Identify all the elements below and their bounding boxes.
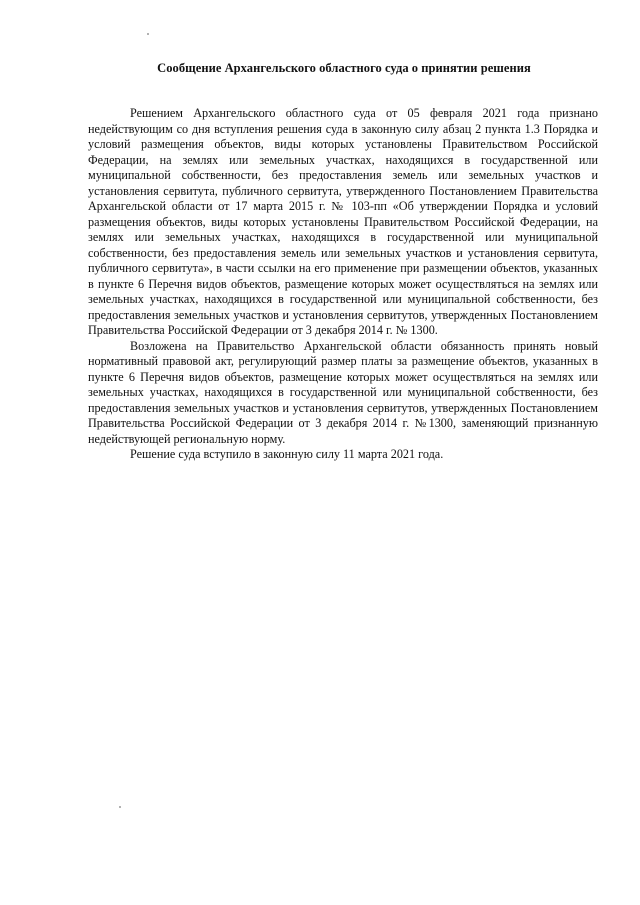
document-body — [88, 106, 598, 463]
paragraph-obligation: Возложена на Правительство Архангельской области обязанность принять новый нормативный правовой акт, регулирующий размер платы за размещение объектов, указанных в пункте 6 Перечня видов объектов, размещение которых может осуществляться на землях или земельных участках, находящихся в государственной или муниципальной собственности, без предоставления земельных участков и установления сервитутов, утвержденных Постановлением Правительства Российской Федерации от 3 декабря 2014 г. №1300, заменяющий признанную недействующей региональную норму. — [88, 338, 598, 446]
paragraph-decision: Решением Архангельского областного суда от 05 февраля 2021 года признано недействующим со дня вступления решения суда в законную силу абзац 2 пункта 1.3 Порядка и условий размещения объектов, виды которых установлены Правительством Российской Федерации, на землях или земельных участках, находящихся в государственной или муниципальной собственности, без предоставления земель или земельных участков и установления сервитута, публичного сервитута, утвержденного Постановлением Правительства Архангельской области от 17 марта 2015 г. № 103-пп «Об утверждении Порядка и условий размещения объектов, виды которых установлены Правительством Российской Федерации, на землях или земельных участках, находящихся в государственной или муниципальной собственности, без предоставления земель или земельных участков и установления сервитута, публичного сервитута», в части ссылки на его применение при размещении объектов, указанных в пункте 6 Перечня видов объектов, размещение которых может осуществляться на землях или земельных участках, находящихся в государственной или муниципальной собственности, без предоставления земельных участков и установления сервитутов, утвержденных Постановлением Правительства Российской Федерации от 3 декабря 2014 г. № 1300. — [88, 106, 598, 337]
scan-speck — [147, 33, 149, 35]
scan-speck — [119, 806, 121, 808]
document-title: Сообщение Архангельского областного суда о принятии решения — [157, 61, 531, 75]
paragraph-effective-date: Решение суда вступило в законную силу 11 марта 2021 года. — [130, 447, 444, 461]
